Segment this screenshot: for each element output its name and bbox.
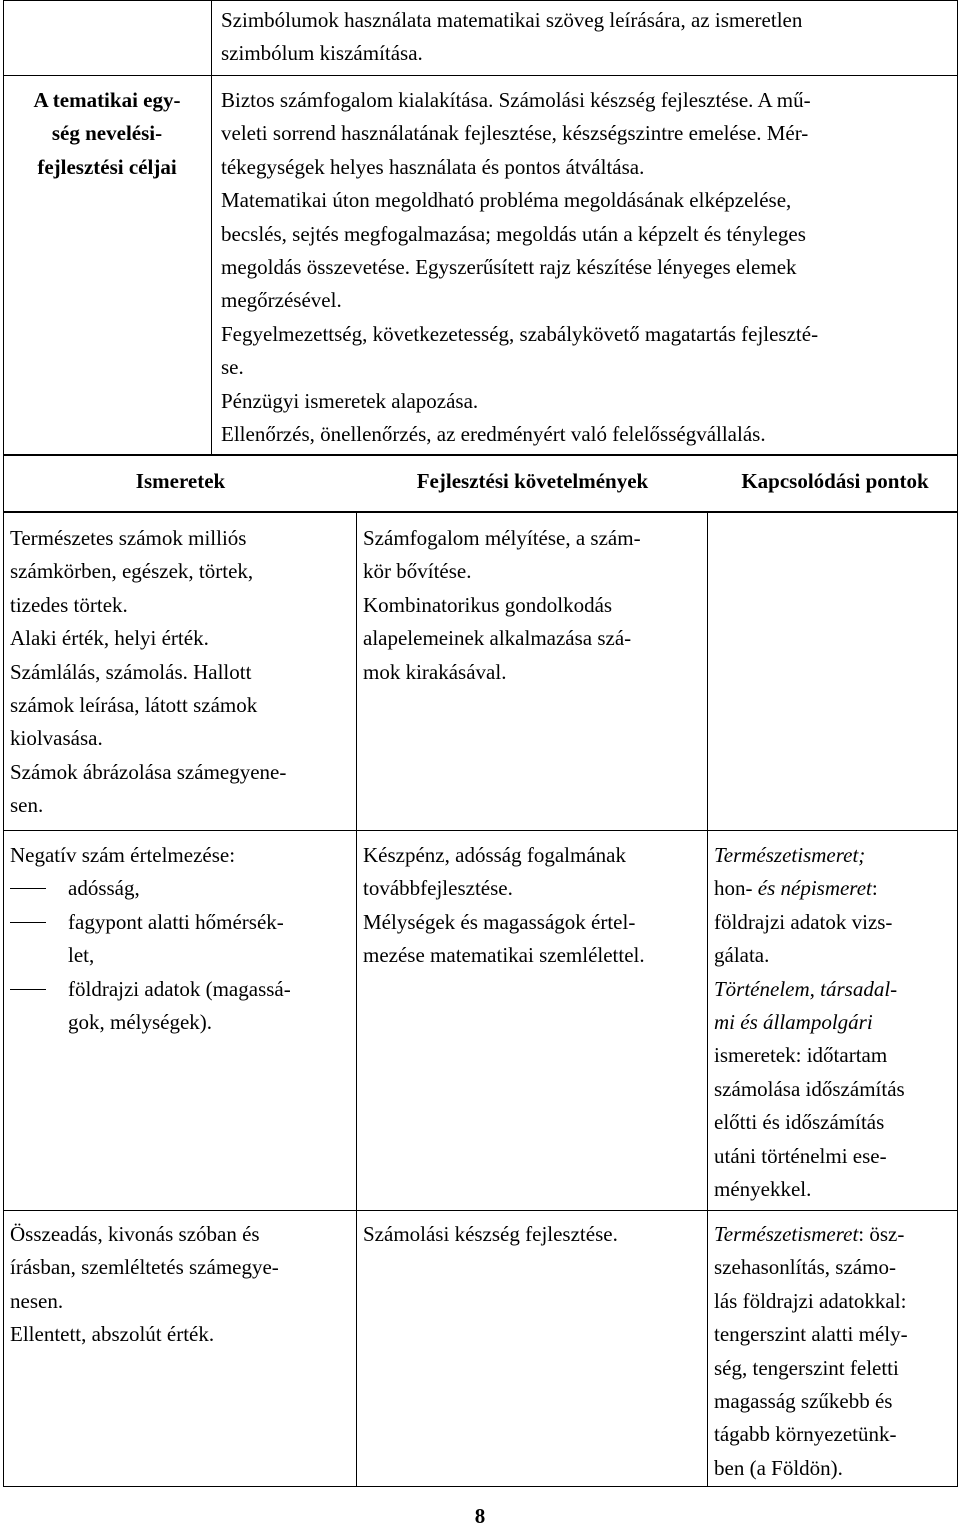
- row3-col1-line: nesen.: [10, 1288, 64, 1313]
- row3-col1-line: Ellentett, abszolút érték.: [10, 1322, 215, 1347]
- row3-col1-line: írásban, szemléltetés számegye-: [10, 1255, 279, 1280]
- dash-bullet: [10, 888, 46, 889]
- row1-col1-line: számkörben, egészek, törtek,: [10, 559, 254, 584]
- dash-list-item: [10, 906, 350, 973]
- row3-col1-line: Összeadás, kivonás szóban és: [10, 1222, 260, 1246]
- row3-col2-line: Számolási készség fejlesztése.: [363, 1222, 618, 1246]
- row2-ismeretek: [10, 839, 350, 1039]
- row1-col2-line: kör bővítése.: [363, 559, 472, 584]
- goals-line: Fegyelmezettség, következetesség, szabálykövető magatartás fejleszté-: [221, 321, 819, 346]
- row3-col3-line: szehasonlítás, számo-: [714, 1255, 896, 1280]
- content-divider-2: [707, 512, 708, 1487]
- header-kapcsolodasi: Kapcsolódási pontok: [741, 469, 929, 493]
- dash-bullet: [10, 922, 46, 923]
- row3-col3-frag: Természetismeret: [714, 1222, 859, 1246]
- row1-col1-line: sen.: [10, 793, 44, 818]
- goals-table-row-divider: [3, 75, 958, 76]
- row2-col3-frag: hon-: [714, 876, 758, 901]
- goals-table-divider: [211, 0, 212, 455]
- intro-line: Szimbólumok használata matematikai szöveg leírására, az ismeretlen: [221, 8, 803, 32]
- row1-col1-line: Alaki érték, helyi érték.: [10, 626, 209, 651]
- goals-line: megőrzésével.: [221, 288, 342, 313]
- row3-col3-frag: : ösz-: [858, 1222, 905, 1246]
- row3-col3-line: magasság szűkebb és: [714, 1389, 893, 1414]
- intro-line: szimbólum kiszámítása.: [221, 41, 423, 66]
- row2-col3-line: számolása időszámítás: [714, 1076, 905, 1101]
- row1-col1-line: számok leírása, látott számok: [10, 693, 258, 718]
- row2-col3-line: Természetismeret;: [714, 843, 866, 867]
- row2-col3-line: gálata.: [714, 943, 770, 968]
- header-fejlesztesi: Fejlesztési követelmények: [416, 469, 649, 493]
- row1-col1-line: Számlálás, számolás. Hallott: [10, 659, 252, 684]
- goals-line: Biztos számfogalom kialakítása. Számolási készség fejlesztése. A mű-: [221, 88, 811, 112]
- row3-fejlesztesi: [363, 1218, 703, 1251]
- goals-label-line: fejlesztési céljai: [37, 154, 177, 179]
- goals-line: veleti sorrend használatának fejlesztése, készségszintre emelése. Mér-: [221, 121, 809, 146]
- goals-line: Matematikai úton megoldható probléma megoldásának elképzelése,: [221, 188, 792, 213]
- row2-fejlesztesi: [363, 839, 703, 973]
- content-divider-1: [356, 512, 357, 1487]
- goals-label: [3, 84, 211, 184]
- goals-text: [221, 84, 951, 451]
- goals-line: se.: [221, 355, 244, 380]
- row1-fejlesztesi: [363, 522, 703, 689]
- negative-number-title: Negatív szám értelmezése:: [10, 843, 236, 867]
- row2-col3-line: előtti és időszámítás: [714, 1110, 885, 1135]
- row1-col1-line: Természetes számok milliós: [10, 526, 247, 550]
- row2-col2-line: Készpénz, adósság fogalmának: [363, 843, 626, 867]
- dash-list-item: [10, 872, 350, 905]
- row2-col3-line: földrajzi adatok vizs-: [714, 909, 893, 934]
- row2-col3-frag: és népismeret: [757, 876, 872, 901]
- row2-col2-line: Mélységek és magasságok értel-: [363, 909, 636, 934]
- row3-col3-line: ség, tengerszint feletti: [714, 1355, 899, 1380]
- header-ismeretek: Ismeretek: [135, 469, 226, 493]
- row2-col3-line: ményekkel.: [714, 1177, 812, 1202]
- row3-col3-line: ben (a Földön).: [714, 1455, 843, 1480]
- dash-item-line: adósság,: [68, 876, 140, 901]
- goals-line: Ellenőrzés, önellenőrzés, az eredményért való felelősségvállalás.: [221, 422, 766, 447]
- row2-col3-line: ismeretek: időtartam: [714, 1043, 888, 1068]
- page-number: 8: [474, 1504, 486, 1528]
- dash-item-line: fagypont alatti hőmérsék-: [68, 909, 284, 934]
- dash-item-line: let,: [68, 943, 95, 968]
- row1-col2-line: Kombinatorikus gondolkodás: [363, 592, 613, 617]
- row2-col3-line: [714, 872, 954, 905]
- row2-col3-frag: :: [871, 876, 878, 901]
- row3-col3-line: lás földrajzi adatokkal:: [714, 1288, 907, 1313]
- row1-col1-line: Számok ábrázolása számegyene-: [10, 759, 287, 784]
- row-divider-1: [3, 830, 958, 831]
- row1-col1-line: tizedes törtek.: [10, 592, 128, 617]
- row3-col3-line: tengerszint alatti mély-: [714, 1322, 908, 1347]
- dash-list-item: [10, 973, 350, 1040]
- row2-col3-line: Történelem, társadal-: [714, 976, 898, 1001]
- dash-item-line: gok, mélységek).: [68, 1010, 213, 1035]
- dash-item-line: földrajzi adatok (magassá-: [68, 976, 291, 1001]
- row2-col2-line: továbbfejlesztése.: [363, 876, 513, 901]
- row1-col1-line: kiolvasása.: [10, 726, 103, 751]
- goals-line: megoldás összevetése. Egyszerűsített rajz készítése lényeges elemek: [221, 255, 797, 280]
- row2-col2-line: mezése matematikai szemlélettel.: [363, 943, 645, 968]
- row1-col2-line: Számfogalom mélyítése, a szám-: [363, 526, 641, 550]
- row3-kapcsolodasi: [714, 1218, 954, 1485]
- dash-bullet: [10, 989, 46, 990]
- row-divider-2: [3, 1210, 958, 1211]
- row2-kapcsolodasi: [714, 839, 954, 1206]
- goals-line: Pénzügyi ismeretek alapozása.: [221, 388, 479, 413]
- row2-col3-line: mi és állampolgári: [714, 1010, 873, 1035]
- row1-ismeretek: [10, 522, 350, 823]
- row2-col3-line: utáni történelmi ese-: [714, 1143, 887, 1168]
- row3-ismeretek: [10, 1218, 350, 1352]
- row3-col3-line: tágabb környezetünk-: [714, 1422, 897, 1447]
- goals-line: tékegységek helyes használata és pontos átváltása.: [221, 154, 645, 179]
- row1-col2-line: mok kirakásával.: [363, 659, 507, 684]
- row1-col2-line: alapelemeinek alkalmazása szá-: [363, 626, 632, 651]
- row3-col3-line: [714, 1218, 954, 1251]
- goals-line: becslés, sejtés megfogalmazása; megoldás után a képzelt és tényleges: [221, 221, 806, 246]
- intro-text: [221, 4, 951, 71]
- goals-label-line: ség nevelési-: [51, 121, 163, 146]
- goals-label-line: A tematikai egy-: [33, 88, 181, 112]
